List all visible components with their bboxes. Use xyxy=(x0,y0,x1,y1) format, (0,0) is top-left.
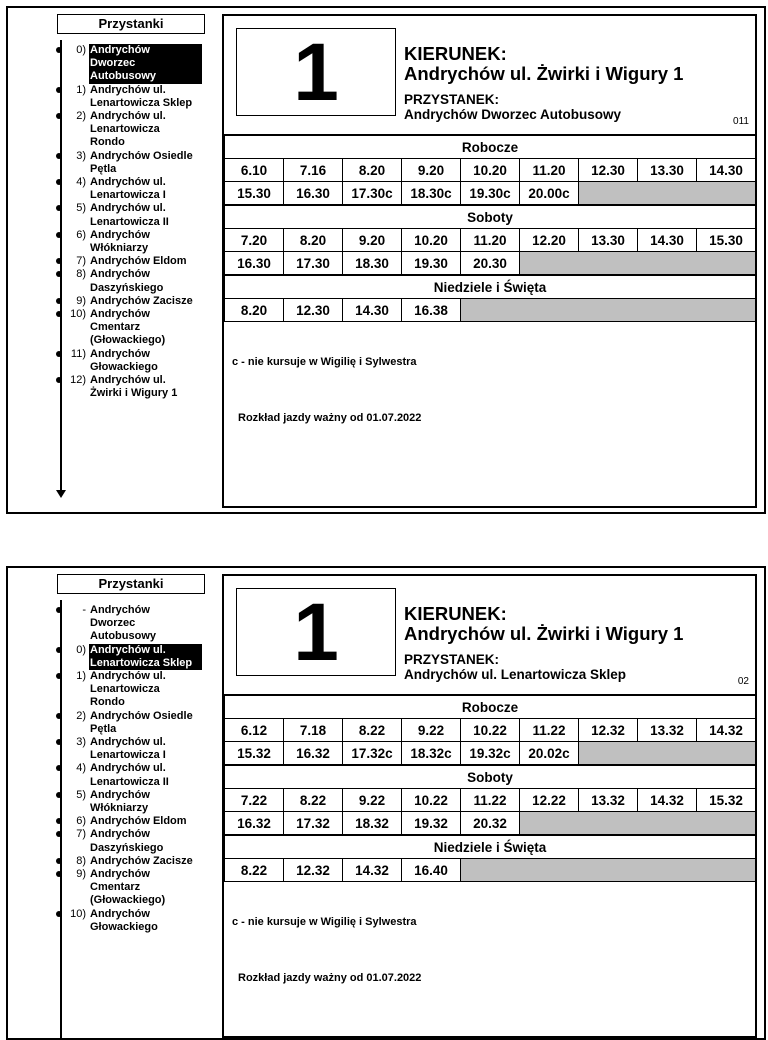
departure-time: 16.32 xyxy=(284,742,343,766)
departure-time: 8.22 xyxy=(343,719,402,742)
departure-time: 19.32c xyxy=(461,742,520,766)
route-arrow-icon xyxy=(56,490,66,498)
departure-table xyxy=(224,134,755,322)
stop-index: 10) xyxy=(70,308,86,321)
stop-index: 5) xyxy=(76,788,86,801)
empty-cells xyxy=(520,812,756,836)
stops-header: Przystanki xyxy=(57,574,205,594)
stop-index: 2) xyxy=(76,110,86,123)
stop-item[interactable] xyxy=(57,868,209,908)
departure-time: 13.30 xyxy=(579,229,638,252)
stop-dot-icon xyxy=(56,858,62,864)
stop-item[interactable] xyxy=(57,710,209,736)
stop-name-label: Andrychów Daszyńskiego xyxy=(90,268,164,294)
departure-time: 11.22 xyxy=(461,789,520,812)
stop-name-label: Andrychów Eldom xyxy=(90,255,187,268)
empty-cells xyxy=(461,859,756,882)
stop-dot-icon xyxy=(56,739,62,745)
day-type-title: Robocze xyxy=(225,695,756,719)
stop-item[interactable] xyxy=(57,150,209,176)
stop-item[interactable] xyxy=(57,84,209,110)
stop-dot-icon xyxy=(56,713,62,719)
departure-time: 9.22 xyxy=(402,719,461,742)
departure-time: 14.30 xyxy=(343,299,402,322)
stop-name-label: Andrychów Daszyńskiego xyxy=(90,828,164,854)
stop-item[interactable] xyxy=(57,855,209,868)
departure-time: 12.20 xyxy=(520,229,579,252)
route-number: 1 xyxy=(236,588,396,676)
day-type-row xyxy=(225,135,756,159)
empty-cells xyxy=(520,252,756,276)
departure-time: 17.32 xyxy=(284,812,343,836)
stop-item[interactable] xyxy=(57,644,209,670)
stop-index: 3) xyxy=(76,149,86,162)
empty-cells xyxy=(461,299,756,322)
departure-time: 7.18 xyxy=(284,719,343,742)
day-type-row xyxy=(225,205,756,229)
stop-item[interactable] xyxy=(57,44,209,84)
stop-item[interactable] xyxy=(57,736,209,762)
stop-item[interactable] xyxy=(57,670,209,710)
departure-time: 16.32 xyxy=(225,812,284,836)
departure-time: 14.32 xyxy=(343,859,402,882)
departure-time: 12.30 xyxy=(579,159,638,182)
stop-dot-icon xyxy=(56,232,62,238)
departure-time: 10.22 xyxy=(402,789,461,812)
day-type-row xyxy=(225,695,756,719)
departure-time: 18.32c xyxy=(402,742,461,766)
departure-time: 10.22 xyxy=(461,719,520,742)
departure-time: 14.30 xyxy=(697,159,756,182)
stop-item[interactable] xyxy=(57,229,209,255)
departure-time: 7.22 xyxy=(225,789,284,812)
stops-list xyxy=(57,44,209,400)
departure-time: 10.20 xyxy=(402,229,461,252)
departure-time: 11.22 xyxy=(520,719,579,742)
footnote: c - nie kursuje w Wigilię i Sylwestra xyxy=(232,356,417,368)
stop-item[interactable] xyxy=(57,295,209,308)
departure-time: 20.02c xyxy=(520,742,579,766)
departure-time: 15.30 xyxy=(225,182,284,206)
current-stop-label: PRZYSTANEK: xyxy=(404,92,500,107)
stop-index: 4) xyxy=(76,176,86,189)
departure-time: 14.30 xyxy=(638,229,697,252)
stop-name-label: Andrychów Głowackiego xyxy=(90,907,158,933)
departure-time: 8.20 xyxy=(343,159,402,182)
stop-dot-icon xyxy=(56,607,62,613)
stop-item[interactable] xyxy=(57,815,209,828)
stop-name-label: Andrychów ul. Lenartowicza II xyxy=(90,202,169,228)
stop-item[interactable] xyxy=(57,255,209,268)
stop-name-label: Andrychów Eldom xyxy=(90,815,187,828)
day-type-title: Niedziele i Święta xyxy=(225,835,756,859)
stop-index: 8) xyxy=(76,268,86,281)
stop-name-label: Andrychów ul. Lenartowicza I xyxy=(90,176,166,202)
stop-dot-icon xyxy=(56,87,62,93)
departure-row xyxy=(225,229,756,252)
departure-time: 8.20 xyxy=(284,229,343,252)
departure-time: 19.32 xyxy=(402,812,461,836)
departure-time: 12.30 xyxy=(284,299,343,322)
departure-row xyxy=(225,812,756,836)
stop-index: 2) xyxy=(76,709,86,722)
day-type-row xyxy=(225,765,756,789)
departure-row xyxy=(225,299,756,322)
departure-time: 8.20 xyxy=(225,299,284,322)
departure-time: 9.20 xyxy=(343,229,402,252)
stop-name-label: Andrychów Osiedle Pętla xyxy=(90,709,193,735)
stops-list xyxy=(57,604,209,934)
stop-dot-icon xyxy=(56,298,62,304)
departure-row xyxy=(225,159,756,182)
day-type-title: Robocze xyxy=(225,135,756,159)
departure-time: 9.22 xyxy=(343,789,402,812)
departure-time: 19.30c xyxy=(461,182,520,206)
stop-dot-icon xyxy=(56,911,62,917)
stop-index: 6) xyxy=(76,815,86,828)
stop-item[interactable] xyxy=(57,762,209,788)
stop-index: 0) xyxy=(76,643,86,656)
day-type-row xyxy=(225,275,756,299)
stop-name-label: Andrychów ul. Żwirki i Wigury 1 xyxy=(90,374,178,400)
departure-time: 15.32 xyxy=(225,742,284,766)
departure-time: 15.30 xyxy=(697,229,756,252)
departure-time: 14.32 xyxy=(638,789,697,812)
departure-time: 10.20 xyxy=(461,159,520,182)
stop-index: 0) xyxy=(76,44,86,56)
stop-index: 4) xyxy=(76,762,86,775)
timetable-sheet xyxy=(6,566,766,1040)
stop-name-label: Andrychów Włókniarzy xyxy=(90,228,150,255)
stop-code: 011 xyxy=(733,116,749,127)
stop-item[interactable] xyxy=(57,308,209,348)
timetable-sheet xyxy=(6,6,766,514)
departure-table xyxy=(224,694,755,882)
departure-time: 11.20 xyxy=(520,159,579,182)
stop-dot-icon xyxy=(56,351,62,357)
stop-item[interactable] xyxy=(57,268,209,294)
departure-time: 13.32 xyxy=(638,719,697,742)
stop-index: 8) xyxy=(76,854,86,867)
stop-dot-icon xyxy=(56,673,62,679)
footnote: c - nie kursuje w Wigilię i Sylwestra xyxy=(232,916,417,928)
stop-dot-icon xyxy=(56,647,62,653)
departure-time: 11.20 xyxy=(461,229,520,252)
stop-index: 1) xyxy=(76,670,86,683)
stop-name-label: Andrychów ul. Lenartowicza Rondo xyxy=(90,110,166,149)
departure-time: 9.20 xyxy=(402,159,461,182)
departure-time: 8.22 xyxy=(284,789,343,812)
departure-time: 13.30 xyxy=(638,159,697,182)
departure-time: 17.30c xyxy=(343,182,402,206)
departure-time: 14.32 xyxy=(697,719,756,742)
departure-time: 18.30 xyxy=(343,252,402,276)
current-stop-name: Andrychów Dworzec Autobusowy xyxy=(404,107,622,122)
departure-row xyxy=(225,789,756,812)
stop-name-label: Andrychów Osiedle Pętla xyxy=(90,149,193,175)
departure-time: 16.38 xyxy=(402,299,461,322)
stop-index: 11) xyxy=(70,347,86,360)
departure-time: 6.10 xyxy=(225,159,284,182)
stop-item[interactable] xyxy=(57,374,209,400)
stop-name-label: Andrychów Dworzec Autobusowy xyxy=(89,44,202,84)
departure-time: 12.32 xyxy=(284,859,343,882)
stop-index: 6) xyxy=(76,228,86,241)
day-type-title: Soboty xyxy=(225,765,756,789)
stop-index: 1) xyxy=(76,83,86,96)
stop-item[interactable] xyxy=(57,908,209,934)
validity-text: Rozkład jazdy ważny od 01.07.2022 xyxy=(238,412,422,424)
stop-name-label: Andrychów Włókniarzy xyxy=(90,788,150,815)
empty-cells xyxy=(579,742,756,766)
departure-time: 16.30 xyxy=(225,252,284,276)
departure-row xyxy=(225,252,756,276)
day-type-row xyxy=(225,835,756,859)
stop-index: 7) xyxy=(76,828,86,841)
stop-index: 10) xyxy=(70,907,86,920)
stop-index: 5) xyxy=(76,202,86,215)
stops-header: Przystanki xyxy=(57,14,205,34)
departure-time: 16.30 xyxy=(284,182,343,206)
route-number: 1 xyxy=(236,28,396,116)
stop-name-label: Andrychów Głowackiego xyxy=(90,347,158,373)
stop-item[interactable] xyxy=(57,828,209,854)
validity-text: Rozkład jazdy ważny od 01.07.2022 xyxy=(238,972,422,984)
stop-index: 3) xyxy=(76,736,86,749)
departure-time: 18.30c xyxy=(402,182,461,206)
stop-dot-icon xyxy=(56,113,62,119)
departure-time: 12.32 xyxy=(579,719,638,742)
day-type-title: Soboty xyxy=(225,205,756,229)
departure-row xyxy=(225,859,756,882)
departure-time: 19.30 xyxy=(402,252,461,276)
stop-name-label: Andrychów ul. Lenartowicza Sklep xyxy=(89,644,202,670)
stop-name-label: Andrychów Cmentarz (Głowackiego) xyxy=(90,308,166,347)
stop-index: 9) xyxy=(76,868,86,881)
departure-time: 7.16 xyxy=(284,159,343,182)
direction-name: Andrychów ul. Żwirki i Wigury 1 xyxy=(404,63,684,84)
departure-time: 17.30 xyxy=(284,252,343,276)
departure-time: 20.30 xyxy=(461,252,520,276)
stop-index: - xyxy=(82,604,86,616)
stop-name-label: Andrychów ul. Lenartowicza Sklep xyxy=(90,83,193,109)
departure-time: 15.32 xyxy=(697,789,756,812)
stop-name-label: Andrychów Dworzec Autobusowy xyxy=(90,604,156,643)
stop-name-label: Andrychów ul. Lenartowicza II xyxy=(90,762,169,788)
direction-name: Andrychów ul. Żwirki i Wigury 1 xyxy=(404,623,684,644)
stop-name-label: Andrychów Cmentarz (Głowackiego) xyxy=(90,868,166,907)
stop-item[interactable] xyxy=(57,348,209,374)
current-stop-name: Andrychów ul. Lenartowicza Sklep xyxy=(404,667,627,682)
stop-dot-icon xyxy=(56,47,62,53)
departure-time: 20.00c xyxy=(520,182,579,206)
departure-time: 13.32 xyxy=(579,789,638,812)
stop-index: 9) xyxy=(76,294,86,307)
stop-item[interactable] xyxy=(57,202,209,228)
direction-label: KIERUNEK: xyxy=(404,603,507,624)
stop-dot-icon xyxy=(56,792,62,798)
stop-index: 12) xyxy=(70,374,86,387)
departure-row xyxy=(225,742,756,766)
stop-dot-icon xyxy=(56,179,62,185)
departure-time: 12.22 xyxy=(520,789,579,812)
stop-index: 7) xyxy=(76,255,86,268)
stop-dot-icon xyxy=(56,153,62,159)
stop-code: 02 xyxy=(737,676,749,687)
departure-time: 20.32 xyxy=(461,812,520,836)
day-type-title: Niedziele i Święta xyxy=(225,275,756,299)
stop-name-label: Andrychów Zacisze xyxy=(90,294,193,307)
empty-cells xyxy=(579,182,756,206)
departure-time: 7.20 xyxy=(225,229,284,252)
departure-time: 16.40 xyxy=(402,859,461,882)
stop-name-label: Andrychów ul. Lenartowicza Rondo xyxy=(90,670,166,709)
timetable-panel xyxy=(222,574,757,1038)
stop-name-label: Andrychów Zacisze xyxy=(90,854,193,867)
current-stop-label: PRZYSTANEK: xyxy=(404,652,500,667)
stop-item[interactable] xyxy=(57,604,209,644)
departure-time: 18.32 xyxy=(343,812,402,836)
direction-label: KIERUNEK: xyxy=(404,43,507,64)
departure-time: 8.22 xyxy=(225,859,284,882)
stop-item[interactable] xyxy=(57,176,209,202)
departure-time: 17.32c xyxy=(343,742,402,766)
stop-item[interactable] xyxy=(57,789,209,815)
departure-row xyxy=(225,182,756,206)
departure-time: 6.12 xyxy=(225,719,284,742)
timetable-panel xyxy=(222,14,757,508)
stop-item[interactable] xyxy=(57,110,209,150)
stop-name-label: Andrychów ul. Lenartowicza I xyxy=(90,736,166,762)
departure-row xyxy=(225,719,756,742)
